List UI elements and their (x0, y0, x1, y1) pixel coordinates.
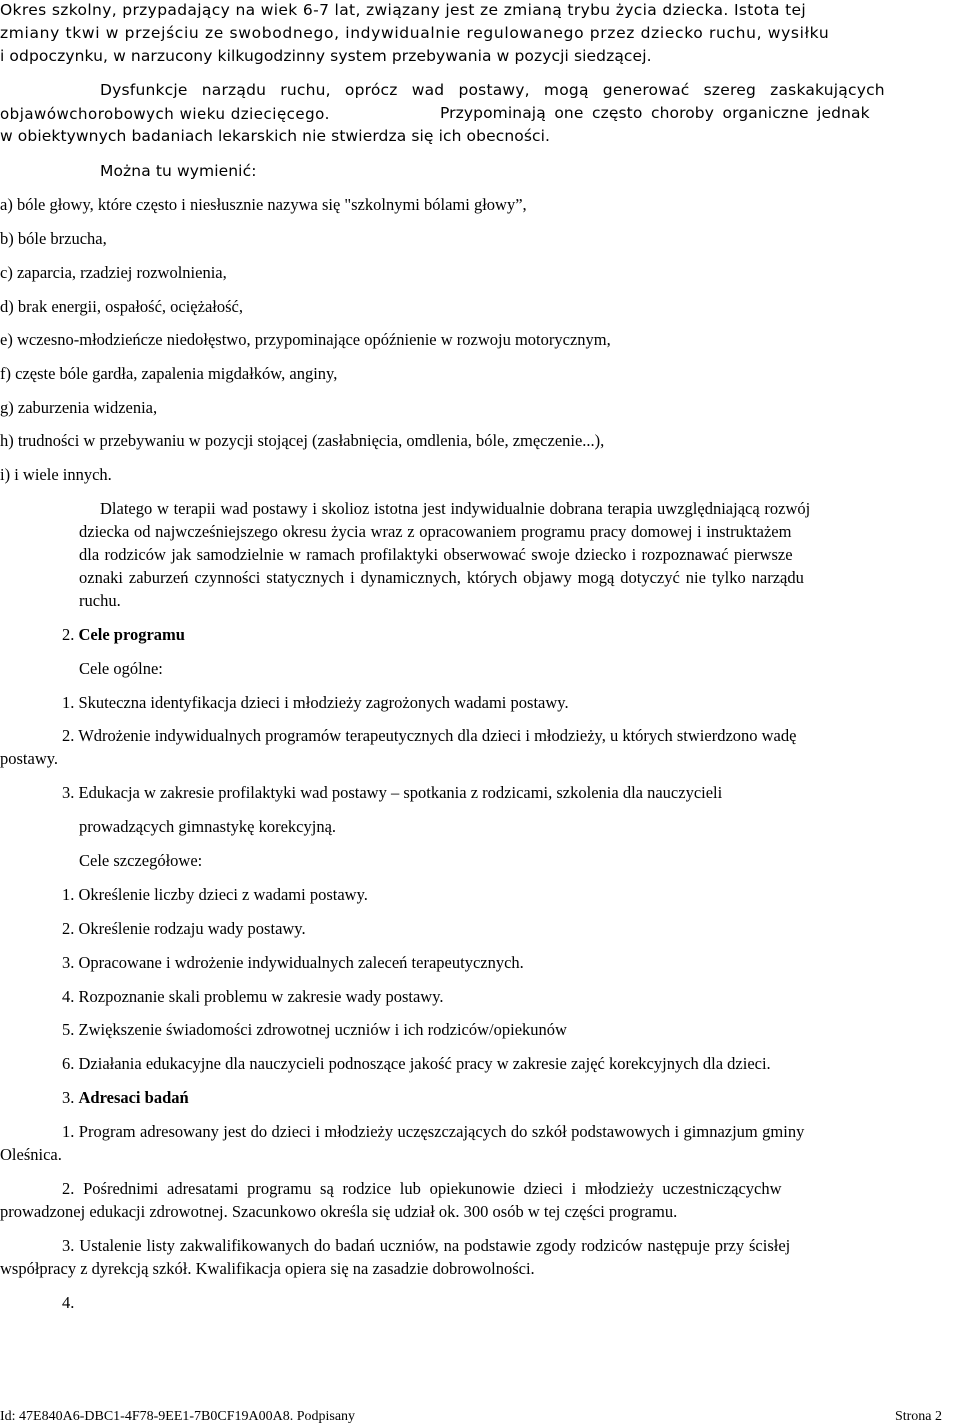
therapy-line-1: Dlatego w terapii wad postawy i skolioz istotna jest indywidualnie dobrana terapia uwzględniającą rozwój (100, 499, 811, 518)
symptom-item: f) częste bóle gardła, zapalenia migdałków, anginy, (0, 364, 338, 383)
intro-line-2: zmiany tkwi w przejściu ze swobodnego, indywidualnie regulowanego przez dziecko ruchu, wysiłku (0, 24, 830, 42)
specific-goal-item: 5. Zwiększenie świadomości zdrowotnej uczniów i ich rodziców/opiekunów (62, 1020, 567, 1039)
section-number: 2. (62, 625, 75, 644)
dysfunkcje-line-2a: objawówchorobowych wieku dziecięcego. (0, 105, 330, 123)
addressee-item-cont: współpracy z dyrekcją szkół. Kwalifikacja opiera się na zasadzie dobrowolności. (0, 1259, 535, 1278)
specific-goal-item: 3. Opracowane i wdrożenie indywidualnych zaleceń terapeutycznych. (62, 953, 524, 972)
symptom-item: g) zaburzenia widzenia, (0, 398, 158, 417)
therapy-line-2: dziecka od najwcześniejszego okresu życia wraz z opracowaniem programu pracy domowej i instruktażem (79, 522, 792, 541)
addressee-item-cont: Oleśnica. (0, 1145, 62, 1164)
addressee-item: 3. Ustalenie listy zakwalifikowanych do badań uczniów, na podstawie zgody rodziców następuje przy ścisłej (62, 1236, 791, 1255)
specific-goal-item: 4. Rozpoznanie skali problemu w zakresie wady postawy. (62, 987, 444, 1006)
dysfunkcje-line-3: w obiektywnych badaniach lekarskich nie stwierdza się ich obecności. (0, 127, 551, 145)
symptom-item: a) bóle głowy, które często i niesłusznie nazywa się "szkolnymi bólami głowy”, (0, 195, 527, 214)
therapy-line-3: dla rodziców jak samodzielnie w ramach profilaktyki obserwować swoje dziecko i rozpoznawać pierwsze (79, 545, 793, 564)
section-number: 3. (62, 1088, 75, 1107)
dysfunkcje-line-2b: Przypominają one często choroby organiczne jednak (440, 104, 870, 122)
addressee-item: 1. Program adresowany jest do dzieci i młodzieży uczęszczających do szkół podstawowych i gimnazjum gminy (62, 1122, 805, 1141)
general-goal-item: 1. Skuteczna identyfikacja dzieci i młodzieży zagrożonych wadami postawy. (62, 693, 569, 712)
intro-line-3: i odpoczynku, w narzucony kilkugodzinny system przebywania w pozycji siedzącej. (0, 47, 652, 65)
section-2-heading (62, 623, 185, 646)
specific-goal-item: 6. Działania edukacyjne dla nauczycieli podnoszące jakość pracy w zakresie zajęć korekcyjnych dla dzieci. (62, 1054, 771, 1073)
specific-goal-item: 2. Określenie rodzaju wady postawy. (62, 919, 306, 938)
symptom-item: c) zaparcia, rzadziej rozwolnienia, (0, 263, 227, 282)
intro-line-1: Okres szkolny, przypadający na wiek 6-7 lat, związany jest ze zmianą trybu życia dziecka. Istota tej (0, 1, 807, 19)
symptom-item: h) trudności w przebywaniu w pozycji stojącej (zasłabnięcia, omdlenia, bóle, zmęczenie...), (0, 431, 605, 450)
section-3-heading (62, 1086, 189, 1109)
symptom-item: b) bóle brzucha, (0, 229, 107, 248)
general-goal-item-cont: prowadzących gimnastykę korekcyjną. (79, 817, 337, 836)
item-4-number: 4. (62, 1293, 75, 1312)
specific-goal-item: 1. Określenie liczby dzieci z wadami postawy. (62, 885, 368, 904)
general-goal-item: 3. Edukacja w zakresie profilaktyki wad postawy – spotkania z rodzicami, szkolenia dla nauczycieli (62, 783, 723, 802)
dysfunkcje-line-1: Dysfunkcje narządu ruchu, oprócz wad postawy, mogą generować szereg zaskakujących (100, 81, 885, 99)
general-goal-item: 2. Wdrożenie indywidualnych programów terapeutycznych dla dzieci i młodzieży, u których stwierdzono wadę (62, 726, 797, 745)
footer-document-id: Id: 47E840A6-DBC1-4F78-9EE1-7B0CF19A00A8. Podpisany (0, 1409, 356, 1424)
general-goal-item-cont: postawy. (0, 749, 59, 768)
therapy-line-5: ruchu. (79, 591, 121, 610)
specific-goals-label: Cele szczegółowe: (79, 851, 203, 870)
list-intro: Można tu wymienić: (100, 162, 257, 180)
section-title: Cele programu (78, 625, 185, 644)
footer-page-number: Strona 2 (894, 1409, 942, 1424)
general-goals-label: Cele ogólne: (79, 659, 163, 678)
addressee-item: 2. Pośrednimi adresatami programu są rodzice lub opiekunowie dzieci i młodzieży uczestniczącychw (62, 1179, 782, 1198)
therapy-line-4: oznaki zaburzeń czynności statycznych i dynamicznych, których objawy mogą dotyczyć nie tylko narządu (79, 568, 804, 587)
section-title: Adresaci badań (78, 1088, 189, 1107)
addressee-item-cont: prowadzonej edukacji zdrowotnej. Szacunkowo określa się udział ok. 300 osób w tej części programu. (0, 1202, 678, 1221)
symptom-item: d) brak energii, ospałość, ociężałość, (0, 297, 243, 316)
symptom-item: i) i wiele innych. (0, 465, 112, 484)
symptom-item: e) wczesno-młodzieńcze niedołęstwo, przypominające opóźnienie w rozwoju motorycznym, (0, 330, 611, 349)
